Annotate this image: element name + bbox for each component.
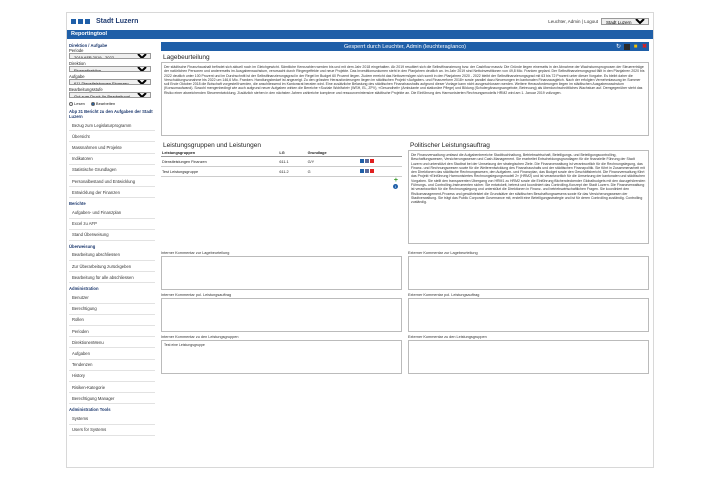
external-pol-textarea[interactable]: [408, 298, 649, 332]
refresh-icon[interactable]: ↻: [615, 44, 622, 50]
user-label[interactable]: Leuchter, Admin | Logout: [548, 19, 598, 24]
app-window: [66, 12, 654, 468]
comment-label: Externer Kommentar zu den Leistungsgruppen: [408, 335, 487, 339]
user-box: [548, 18, 649, 25]
edit-icon[interactable]: [360, 159, 364, 163]
internal-lg-textarea[interactable]: Test eine Leistungsgruppe: [161, 340, 402, 374]
nav-item[interactable]: Bearbeitung abschliessen: [69, 250, 155, 261]
leistungsgruppen-table: [161, 150, 402, 177]
comment-label: Externer Kommentar pol. Leistungsauftrag: [408, 293, 480, 297]
lock-text: Gesperrt durch Leuchter, Admin (leuchterag\anco): [344, 43, 466, 50]
politischer-title: Politischer Leistungsauftrag: [410, 142, 490, 149]
table-row[interactable]: [161, 157, 402, 167]
section-title: Abp 31 Bericht zu den Aufgaben der Stadt Luzern: [69, 109, 153, 119]
radio-bearbeiten[interactable]: [91, 101, 115, 106]
politischer-text[interactable]: Die Finanzverwaltung umfasst die Aufgabenbereiche Stadtbuchhaltung, Betriebswirtschaft, Beteiligungs- und Beteiligungscontrolling, Beschaffungswesen, Versicherungswesen und Cash-Management. Sie erarbeitet Entscheidungsgrundlagen für die finanzielle Führung der Stadt Luzern und unterstützt den Stadtrat bei der Umsetzung der strategischen Ziele. Die Finanzverwaltung ist verantwortlich für die Rechnungslegung, das Finanz- und Rechnungswesen sowie für die Weiterentwicklung des Finanzhaushalts und der städtischen Finanzpolitik. Sie führt in Zusammenarbeit mit den Direktionen das städtische Rechnungswesen, den Aufgaben- und Finanzplan, das Budget sowie den Geschäftsbericht. Die Finanzverwaltung führt das Projekt «Einführung Harmonisiertes Rechnungslegungsmodell 2» (HRM2) und ist verantwortlich für die Umsetzung der kantonalen und städtischen Vorgaben. Sie stellt den transparenten Übergang von HRM1 zu HRM2 sowie die Einführung flächendeckender Globalbudgets mit den dazugehörenden Führungs- und Controlling-Instrumenten sicher. Sie entwickelt, betreut und koordiniert das Controlling-Konzept der Stadt Luzern. Die Finanzverwaltung ist verantwortlich für die Rechnungslegung und unterstützt die Direktionen in Finanz- und betriebswirtschaftlichen Fragen. Sie koordiniert den Risikomanagement-Prozess und gewährleistet die Grundsätze der städtischen Beschaffungswesens sowie für das Versicherungswesen der Stadtverwaltung. Sie trägt das Public Corporate Governance mit, erstellt eine Beteiligungsstrategie und ist für deren Controlling zuständig. Controlling zuständig.: [408, 150, 649, 244]
leistungsgruppen-column: [161, 139, 402, 244]
direktion-aufgabe-label: Direktion / Aufgabe: [69, 43, 108, 48]
save-icon[interactable]: [624, 44, 630, 50]
aufgabe-select[interactable]: [69, 79, 151, 85]
direktion-select[interactable]: [69, 66, 151, 72]
toolbar: [615, 42, 648, 51]
logo-square-icon: [85, 19, 90, 24]
logo-square-icon: [71, 19, 76, 24]
direktion-label: Direktion: [69, 61, 86, 66]
lagebeurteilung-text[interactable]: Der städtische Finanzhaushalt befindet sich aktuell noch im Gleichgewicht. Sämtliche Kennzahlen werden bis und mit dem Jahr 2018 eingehalten. Ab 2019 resultiert sich die Selbstfinanzierung bzw. der Cashflow massiv. Die Gründe liegen einerseits in der Abnahme der Wachstumsprognosen der Steuererträge der natürlichen Personen und andererseits im Ausgabenwachstum, verursacht durch Ringergeffekte und neue Projekte. Das Investitionsvolumen steht in den Planjahren deutlich an. Im Jahr 2019 sind Nettoinvestitionen von 49,8 Mio. Franken geplant. Der Selbstfinanzierungsgrad fällt in den Planjahren 2020 bis 2022 deutlich unter 100 Prozent und im Durchschnitt ist der Selbstfinanzierungsgrad in der Regel im Budget 60 Prozent liegen. Zudem erreicht das Nettovermögen sich somit in den Planjahren 2020 - 2022 bleibt der Selbstfinanzierungsgrad mit 63 bis 72 Prozent unter dieser Vorgabe. Es bleibt daher die Verschuldungszunahme bis 2022 um 146,6 Mio. Franken. Handlungsbedarf ist angezeigt. Zu den grössten Herausforderungen liegen im städtischen Projekt «Aufgaben- und Finanzreform 2018» sowie parallel dazu Neuerungen im kantonalen Finanzausgleich. Nach der erfolgten Vernehmlassung im Sommer soll Ende Oktober 2018 die Botschaft vorgestellt werden, die anschliessend im Kantonsrat beraten wird. Eine zusätzliche Belastung des städtischen Finanzhaushalts aufgrund dieser Vorlage kann nicht ausgeschlossen werden. Weitere Herausforderungen liegen im städtischen Ausgabenwachstum (Konsumaufwand). Sowohl mengenbedingt wie auch aufgrund neuer Aufgaben wirken die Bereiche «Soziale Wohlfahrt» (WSH, EL, ZPV), «Gesundheit» (Ambulante und stationäre Pflege) und Bildung (Schulergänzungsangebote, Betreuung) als überdurchschnittliches Wachstum auf. Demgegenüber steht das Risiko einer abweichenden Steuerentwicklung. Zusätzlich stehen in den nächsten Jahren zahlreiche komplexe und ressourcenintensive städtische Projekte an. Die Einführung des Harmonisierten Rechnungsmodells HRM2 wird am 1. Januar 2019 vollzogen.: [161, 62, 649, 136]
nav-item[interactable]: Übersicht: [69, 131, 155, 142]
nav-item[interactable]: Excel zu AFP: [69, 219, 155, 230]
col-header: Grundlage: [307, 150, 360, 157]
radio-lesen-label: Lesen: [74, 101, 85, 106]
nav-item[interactable]: Aufgaben: [69, 348, 155, 359]
main-content: [157, 39, 653, 436]
close-icon[interactable]: ✖: [641, 44, 648, 50]
nav-item[interactable]: Berechtigung: [69, 304, 155, 315]
logo-square-icon: [78, 19, 83, 24]
sidebar: [67, 39, 157, 436]
nav-item[interactable]: Bearbeitung für alle abschliessen: [69, 272, 155, 283]
radio-icon[interactable]: [69, 102, 73, 106]
internal-pol-textarea[interactable]: [161, 298, 402, 332]
lock-banner: [161, 42, 649, 51]
nav-item[interactable]: Bezug zum Legislaturprogramm: [69, 120, 155, 131]
section-title: Administration Tools: [69, 407, 111, 413]
politischer-column: [408, 139, 649, 244]
section-title: Überweisung: [69, 243, 96, 249]
logo: [71, 18, 138, 25]
top-bar: [67, 13, 653, 30]
cell-grundlage: G/Y: [307, 157, 360, 167]
section-title: Administration: [69, 286, 99, 292]
cell-lg: 611.1: [278, 157, 306, 167]
nav-item[interactable]: History: [69, 371, 155, 382]
internal-lage-textarea[interactable]: [161, 256, 402, 290]
move-icon[interactable]: [365, 159, 369, 163]
nav-item[interactable]: Benutzer: [69, 292, 155, 303]
nav-item[interactable]: Personalbestand und Entwicklung: [69, 176, 155, 187]
bearbeitung-label: Bearbeitungsstufe: [69, 87, 103, 92]
radio-bearbeiten-label: Bearbeiten: [95, 101, 116, 106]
comment-label: Interner Kommentar zur Lagebeurteilung: [161, 251, 230, 255]
delete-icon[interactable]: [370, 169, 374, 173]
col-header: Leistungsgruppen: [161, 150, 278, 157]
bearbeitung-select[interactable]: [69, 92, 151, 98]
lagebeurteilung-title: Lagebeurteilung: [163, 54, 210, 61]
nav-item[interactable]: Indikatoren: [69, 154, 155, 165]
cell-grundlage: G: [307, 167, 360, 177]
periode-label: Periode: [69, 48, 84, 53]
lock-icon[interactable]: ■: [633, 43, 638, 50]
nav-item[interactable]: Berechtigung Manager: [69, 393, 155, 404]
nav-item[interactable]: Zur Überarbeitung zurückgeben: [69, 261, 155, 272]
comment-label: Externer Kommentar zur Lagebeurteilung: [408, 251, 478, 255]
mode-radios: [69, 101, 155, 106]
nav-item[interactable]: Aufgaben- und Finanzplan: [69, 207, 155, 218]
app-title: Stadt Luzern: [96, 18, 139, 25]
radio-selected-icon[interactable]: [91, 102, 95, 106]
delete-icon[interactable]: [370, 159, 374, 163]
subheader-title: Reportingtool: [71, 31, 108, 37]
cell-lg: 611.2: [278, 167, 306, 177]
section-title: Berichte: [69, 201, 86, 207]
periode-select[interactable]: [69, 53, 151, 59]
nav-item[interactable]: Risiken-Kategorie: [69, 382, 155, 393]
nav-item[interactable]: Users for Systems: [69, 425, 155, 436]
edit-icon[interactable]: [360, 169, 364, 173]
nav-item[interactable]: Entwicklung der Finanzen: [69, 187, 155, 198]
external-lage-textarea[interactable]: [408, 256, 649, 290]
subheader: [67, 30, 653, 39]
nav-item[interactable]: Stand Überweisung: [69, 230, 155, 241]
leistungsgruppen-title: Leistungsgruppen und Leistungen: [163, 142, 261, 149]
nav-item[interactable]: Tendenzen: [69, 360, 155, 371]
nav-item[interactable]: Perioden: [69, 326, 155, 337]
cell-name: Test Leistungsgruppe: [161, 167, 278, 177]
radio-lesen[interactable]: [69, 101, 85, 106]
cell-name: Dienstleistungen Finanzen: [161, 157, 278, 167]
nav-item[interactable]: Massnahmen und Projekte: [69, 142, 155, 153]
info-icon[interactable]: i: [393, 184, 398, 189]
table-row[interactable]: [161, 167, 402, 177]
org-select[interactable]: [601, 18, 649, 25]
external-lg-textarea[interactable]: [408, 340, 649, 374]
nav-item[interactable]: Systems: [69, 413, 155, 424]
aufgabe-label: Aufgabe: [69, 74, 85, 79]
add-icon[interactable]: +: [393, 177, 398, 184]
comment-label: Interner Kommentar zu den Leistungsgruppen: [161, 335, 239, 339]
col-header: LG: [278, 150, 306, 157]
nav-item[interactable]: Rollen: [69, 315, 155, 326]
nav-item[interactable]: Statistische Grundlagen: [69, 165, 155, 176]
comment-label: Interner Kommentar pol. Leistungsauftrag: [161, 293, 232, 297]
move-icon[interactable]: [365, 169, 369, 173]
nav-item[interactable]: DirektionenMenu: [69, 337, 155, 348]
